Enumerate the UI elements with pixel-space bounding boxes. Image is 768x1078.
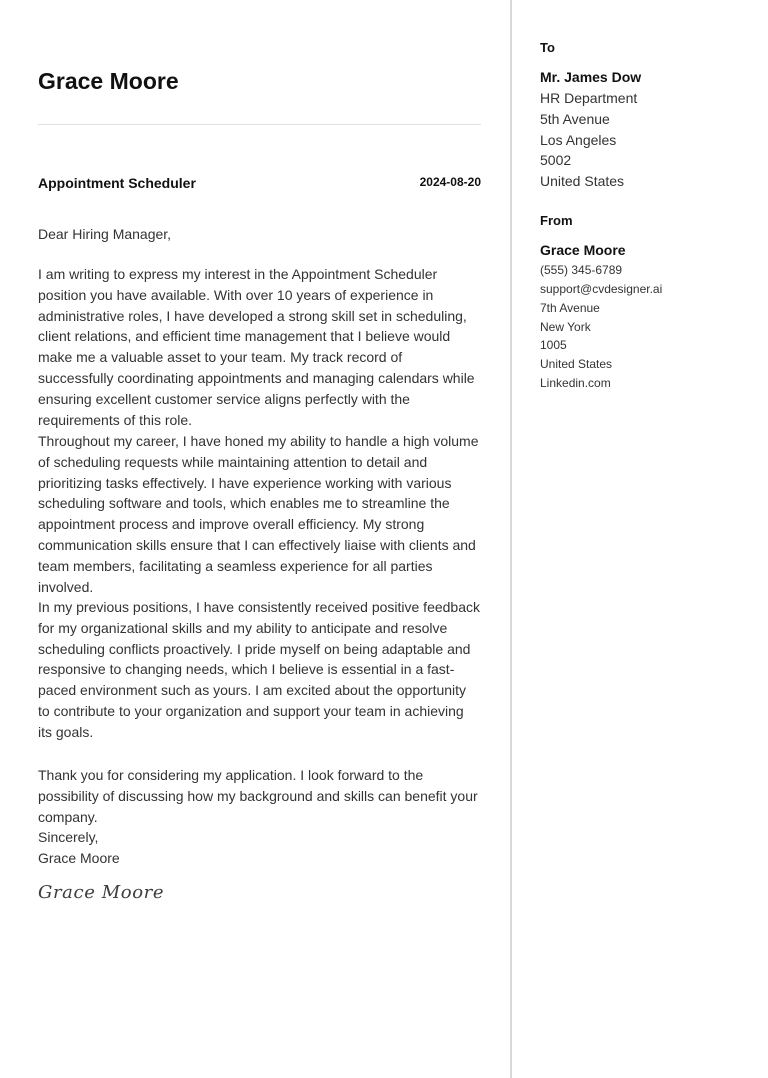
recipient-street: 5th Avenue: [540, 111, 610, 127]
body-paragraph-1: I am writing to express my interest in the Appointment Scheduler position you have available. With over 10 years of experience in administrative roles, I have developed a strong skill set in scheduling, client relations, and efficient time management that I believe would make me a valuable asset to your team. My track record of successfully coordinating appointments and managing calendars while ensuring excellent customer service aligns perfectly with the requirements of this role.: [38, 266, 475, 428]
from-heading: From: [540, 213, 573, 228]
sender-email: support@cvdesigner.ai: [540, 282, 663, 296]
recipient-country: United States: [540, 173, 625, 189]
sender-country: United States: [540, 357, 613, 371]
sender-phone: (555) 345-6789: [540, 263, 623, 277]
letter-main-column: [38, 0, 481, 1078]
sender-postal-code: 1005: [540, 338, 567, 352]
body-paragraph-2: Throughout my career, I have honed my ability to handle a high volume of scheduling requests while maintaining attention to detail and prioritizing tasks effectively. I have experience working with various scheduling software and tools, which enables me to streamline the appointment process and improve overall efficiency. My strong communication skills ensure that I can effectively liaise with clients and team members, facilitating a seamless experience for all parties involved.: [38, 433, 479, 595]
recipient-postal-code: 5002: [540, 152, 572, 168]
handwritten-signature: Grace Moore: [38, 882, 165, 903]
body-paragraph-4: Thank you for considering my application. I look forward to the possibility of discussing how my background and skills can benefit your company.: [38, 767, 478, 825]
contact-sidebar: [540, 0, 750, 1078]
author-name: Grace Moore: [38, 68, 179, 94]
body-paragraph-3: In my previous positions, I have consistently received positive feedback for my organizational skills and my ability to anticipate and resolve scheduling conflicts proactively. I pride myself on being adaptable and responsive to changing needs, which I believe is essential in a fast-paced environment such as yours. I am excited about the opportunity to contribute to your organization and support your team in achieving its goals.: [38, 599, 481, 740]
sender-name: Grace Moore: [540, 242, 626, 258]
salutation: Dear Hiring Manager,: [38, 226, 172, 242]
header-divider: [38, 124, 481, 125]
recipient-department: HR Department: [540, 90, 638, 106]
recipient-name: Mr. James Dow: [540, 69, 642, 85]
to-heading: To: [540, 40, 555, 55]
closing-phrase: Sincerely,: [38, 829, 99, 845]
sender-linkedin: Linkedin.com: [540, 376, 611, 390]
position-title: Appointment Scheduler: [38, 175, 196, 191]
recipient-city: Los Angeles: [540, 132, 617, 148]
sender-street: 7th Avenue: [540, 301, 600, 315]
sender-city: New York: [540, 320, 591, 334]
closing-name: Grace Moore: [38, 850, 120, 866]
letter-date: 2024-08-20: [419, 175, 481, 189]
sidebar-divider: [510, 0, 512, 1078]
